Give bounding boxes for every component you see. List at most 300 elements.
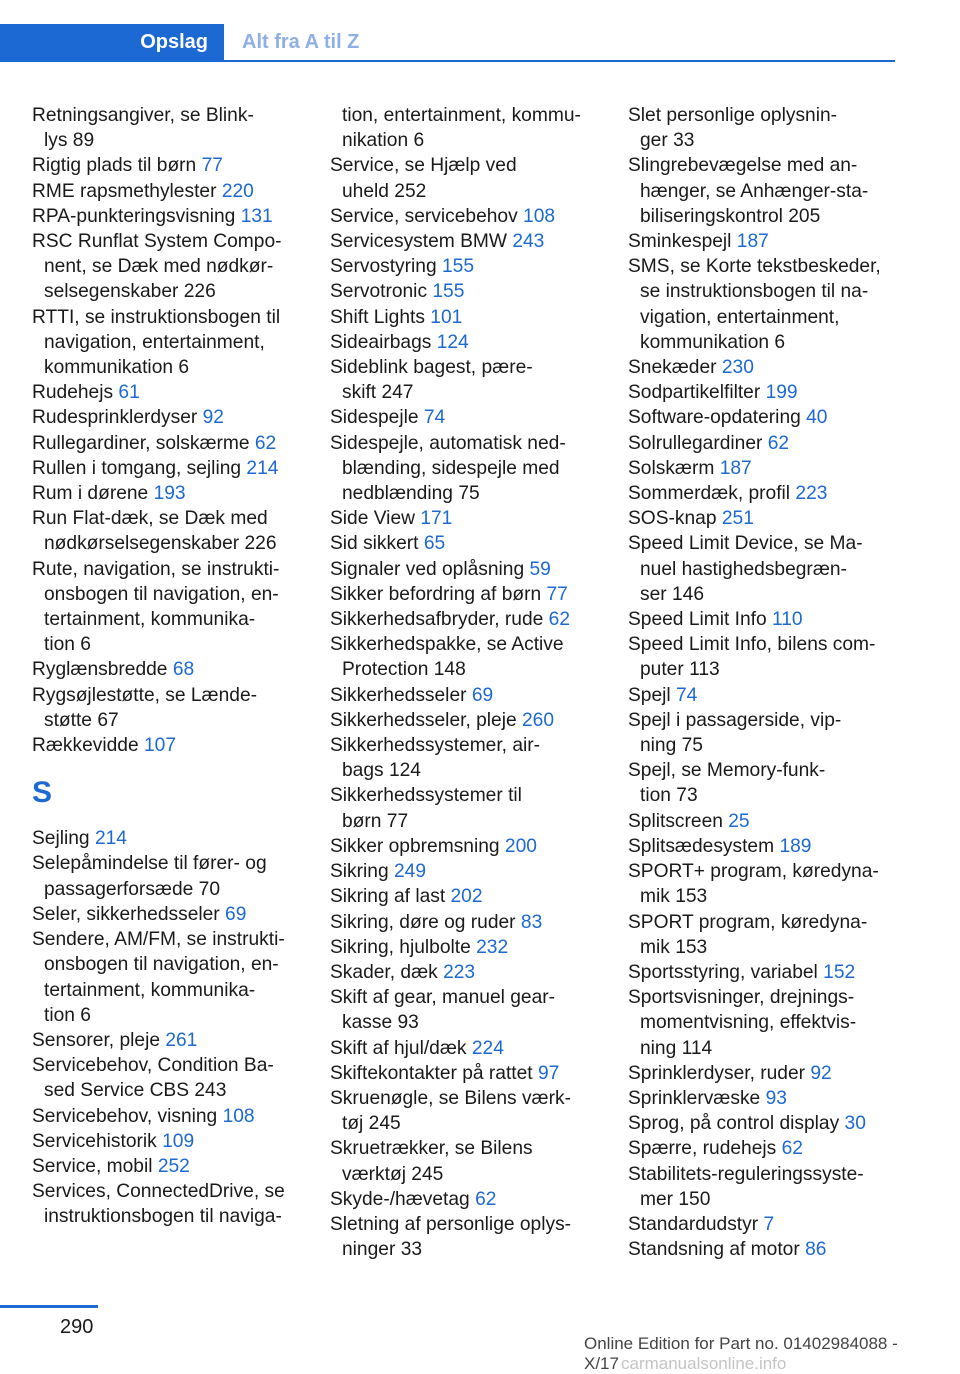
entry-text: puter [640,659,684,681]
index-entry-continuation [628,733,913,758]
page-link[interactable]: 93 [397,1012,419,1034]
page-link[interactable]: 251 [721,508,754,530]
page-link[interactable]: 261 [165,1029,198,1051]
index-entry [628,859,913,884]
entry-text: Spejl, se Memory-funk- [628,760,826,782]
entry-text: Shift Lights [330,306,425,328]
index-entry-continuation [330,809,615,834]
page-link[interactable]: 25 [728,810,750,832]
entry-text: Selepåmindelse til fører- og [32,853,267,875]
entry-text: Spærre, rudehejs [628,1138,777,1160]
entry-text: Sommerdæk, profil [628,483,791,505]
index-entry [628,607,913,632]
entry-text: Services, ConnectedDrive, se [32,1181,285,1203]
entry-text: Sikring, døre og ruder [330,911,516,933]
entry-text: Sid sikkert [330,533,419,555]
index-entry [628,531,913,556]
index-entry [628,380,913,405]
entry-text: tertainment, kommunika- [44,609,256,631]
page-link[interactable]: 69 [471,684,494,706]
entry-text: momentvisning, effektvis- [640,1012,857,1034]
entry-text: Stabilitets-reguleringssyste- [628,1163,864,1185]
index-entry [628,229,913,254]
entry-text: Sikkerhedssystemer til [330,785,522,807]
entry-text: Standsning af motor [628,1239,800,1261]
index-entry-continuation [628,1010,913,1035]
page-link[interactable]: 59 [529,558,551,580]
page-link[interactable]: 101 [430,306,463,328]
entry-text: Snekæder [628,357,717,379]
index-entry [330,607,615,632]
entry-text: Software-opdatering [628,407,801,429]
entry-text: Signaler ved oplåsning [330,558,525,580]
page-link[interactable]: 33 [400,1239,423,1261]
page-link[interactable]: 7 [763,1213,775,1235]
index-entry [32,305,312,330]
index-entry-continuation [330,1010,615,1035]
page-link[interactable]: 62 [475,1188,497,1210]
entry-text: Skift af hjul/dæk [330,1037,467,1059]
entry-text: Run Flat-dæk, se Dæk med [32,508,268,530]
index-entry [330,708,615,733]
index-entry [628,683,913,708]
page-link[interactable]: 67 [97,709,119,731]
index-entry [32,1129,312,1154]
page-link[interactable]: 155 [441,256,474,278]
entry-text: Service, servicebehov [330,205,518,227]
index-entry [628,431,913,456]
page-link[interactable]: 113 [689,659,720,681]
entry-text: nødkørselsegenskaber [44,533,240,555]
entry-text: Sendere, AM/FM, se instrukti- [32,929,285,951]
index-entry [628,506,913,531]
index-entry-continuation [330,758,615,783]
index-entry [628,481,913,506]
index-entry [330,431,615,456]
index-entry [628,405,913,430]
entry-text: Sikkerhedssystemer, air- [330,735,541,757]
page-link[interactable]: 202 [450,886,483,908]
index-entry-continuation [330,1237,615,1262]
index-entry [330,279,615,304]
page-link[interactable]: 193 [153,483,186,505]
entry-text: Spejl i passagerside, vip- [628,709,842,731]
page-link[interactable]: 224 [471,1037,504,1059]
page-link[interactable]: 153 [675,936,708,958]
entry-text: nent, se Dæk med nødkør- [44,256,274,278]
page-link[interactable]: 61 [118,382,140,404]
entry-text: RTTI, se instruktionsbogen til [32,306,281,328]
index-entry [32,204,312,229]
index-entry [32,506,312,531]
index-entry [32,103,312,128]
entry-text: Servicebehov, visning [32,1105,218,1127]
page-link[interactable]: 62 [767,432,790,454]
index-entry [330,910,615,935]
page-link[interactable]: 69 [225,903,247,925]
page-link[interactable]: 230 [721,357,754,379]
entry-text: Sportsstyring, variabel [628,961,818,983]
page-link[interactable]: 86 [805,1239,827,1261]
index-entry [32,733,312,758]
index-entry [32,1179,312,1204]
entry-text: tøj [342,1113,364,1135]
index-entry [330,557,615,582]
entry-text: RME rapsmethylester [32,180,217,202]
entry-text: tion, entertainment, kommu- [342,105,581,126]
index-entry [628,254,913,279]
page-link[interactable]: 108 [222,1105,255,1127]
page-link[interactable]: 73 [676,785,698,807]
page-link[interactable]: 245 [411,1163,444,1185]
index-entry-continuation [628,128,913,153]
entry-text: Sikring af last [330,886,446,908]
page-link[interactable]: 252 [394,180,427,202]
index-entry-continuation [628,330,913,355]
page-link[interactable]: 70 [198,878,221,900]
page-link[interactable]: 153 [675,886,708,908]
index-entry-continuation [32,330,312,355]
entry-text: tion [44,634,75,656]
page-link[interactable]: 92 [810,1062,832,1084]
page-link[interactable]: 131 [240,205,273,227]
page-link[interactable]: 152 [823,961,856,983]
index-entry-continuation [32,952,312,977]
page-link[interactable]: 199 [765,382,798,404]
index-entry-continuation [32,582,312,607]
entry-text: Rigtig plads til børn [32,155,197,177]
page-link[interactable]: 77 [546,583,568,605]
index-entry [330,355,615,380]
page-link[interactable]: 6 [80,634,91,656]
page-link[interactable]: 33 [673,130,695,152]
entry-text: Slet personlige oplysnin- [628,105,838,126]
index-entry [628,153,913,178]
entry-text: SPORT+ program, køredyna- [628,861,879,883]
page-link[interactable]: 83 [520,911,543,933]
entry-text: Sminkespejl [628,231,732,253]
index-entry [330,632,615,657]
index-entry [330,582,615,607]
entry-text: hænger, se Anhænger-sta- [640,180,869,202]
page-link[interactable]: 62 [548,609,570,631]
entry-text: Seler, sikkerhedsseler [32,903,220,925]
index-entry [628,1086,913,1111]
index-entry [32,902,312,927]
index-entry [628,758,913,783]
page-link[interactable]: 74 [676,684,698,706]
page-link[interactable]: 74 [423,407,446,429]
index-entry [330,305,615,330]
page-link[interactable]: 92 [202,407,224,429]
entry-text: nikation [342,130,409,152]
index-entry-continuation [628,1036,913,1061]
index-entry [32,851,312,876]
entry-text: værktøj [342,1163,406,1185]
page-link[interactable]: 89 [72,130,95,152]
page-link[interactable]: 220 [221,180,254,202]
index-entry [628,910,913,935]
index-entry [628,632,913,657]
entry-text: tertainment, kommunika- [44,979,256,1001]
index-entry [330,330,615,355]
index-entry [628,708,913,733]
entry-text: Servotronic [330,281,428,303]
entry-text: Skiftekontakter på rattet [330,1062,533,1084]
index-entry [330,1212,615,1237]
page-link[interactable]: 6 [413,130,425,152]
entry-text: Service, se Hjælp ved [330,155,517,177]
index-entry-continuation [32,708,312,733]
page-link[interactable]: 187 [736,231,769,253]
index-entry-continuation [330,179,615,204]
entry-text: skift [342,382,377,404]
index-entry [330,229,615,254]
page-link[interactable]: 146 [672,583,705,605]
page-link[interactable]: 171 [420,508,453,530]
entry-text: SOS-knap [628,508,717,530]
entry-text: Spejl [628,684,671,706]
tab-opslag[interactable] [0,24,224,60]
header-divider [0,60,895,62]
index-entry [330,204,615,229]
index-entry [330,733,615,758]
entry-text: Sikkerhedsseler, pleje [330,709,517,731]
page-link[interactable]: 75 [681,735,703,757]
index-entry [32,927,312,952]
index-entry-continuation [628,204,913,229]
entry-text: Sprog, på control display [628,1113,840,1135]
page-link[interactable]: 249 [394,861,427,883]
page-link[interactable]: 65 [423,533,446,555]
header-bar [0,24,895,62]
page-link[interactable]: 223 [795,483,828,505]
index-entry-continuation [330,380,615,405]
entry-text: Sikkerhedspakke, se Active [330,634,564,656]
index-entry [628,960,913,985]
index-entry-continuation [330,1162,615,1187]
entry-text: instruktionsbogen til naviga- [44,1206,282,1228]
entry-text: mik [640,886,670,908]
entry-text: selsegenskaber [44,281,179,303]
page-link[interactable]: 260 [522,709,555,731]
index-entry [628,1061,913,1086]
entry-text: Sikring [330,861,389,883]
index-entry-continuation [628,582,913,607]
entry-text: Splitscreen [628,810,723,832]
entry-text: Rullen i tomgang, sejling [32,457,242,479]
entry-text: Rudesprinklerdyser [32,407,198,429]
page-link[interactable]: 187 [719,457,752,479]
page-link[interactable]: 110 [772,609,803,631]
index-entry [32,431,312,456]
entry-text: kommunikation [44,357,174,379]
page-link[interactable]: 97 [537,1062,560,1084]
index-entry [628,809,913,834]
page-link[interactable]: 243 [194,1080,227,1102]
index-entry [32,380,312,405]
entry-text: Servicesystem BMW [330,231,507,253]
index-entry [628,103,913,128]
entry-text: navigation, entertainment, [44,331,265,353]
page-link[interactable]: 214 [94,828,127,850]
index-entry [628,456,913,481]
entry-text: Speed Limit Device, se Ma- [628,533,863,555]
index-entry [628,1162,913,1187]
page-link[interactable]: 150 [678,1188,711,1210]
watermark: carmanualsonline.info [620,1354,787,1373]
entry-text: ser [640,583,667,605]
entry-text: Rute, navigation, se instrukti- [32,558,280,580]
entry-text: ning [640,1037,677,1059]
edition-label: Online Edition for Part no. 01402984088 - X/17 [584,1334,898,1373]
entry-text: Sejling [32,828,90,850]
index-entry-continuation [330,481,615,506]
page-link[interactable]: 226 [183,281,216,303]
entry-text: Rygsøjlestøtte, se Lænde- [32,684,258,706]
page-link[interactable]: 148 [433,659,466,681]
index-entry [628,1237,913,1262]
entry-text: Sprinklervæske [628,1087,761,1109]
entry-text: Protection [342,659,429,681]
index-entry [32,1104,312,1129]
index-entry-continuation [330,103,615,128]
page-link[interactable]: 77 [386,810,409,832]
index-entry-continuation [330,1111,615,1136]
entry-text: børn [342,810,382,832]
entry-text: blænding, sidespejle med [342,457,560,479]
index-entry-continuation [32,978,312,1003]
entry-text: Skader, dæk [330,961,438,983]
entry-text: tion [640,785,671,807]
page-link[interactable]: 62 [781,1138,803,1160]
page-link[interactable]: 200 [504,835,537,857]
page-link[interactable]: 93 [765,1087,787,1109]
index-entry [32,481,312,506]
entry-text: Sikker opbremsning [330,835,500,857]
entry-text: Service, mobil [32,1155,153,1177]
entry-text: uheld [342,180,389,202]
entry-text: onsbogen til navigation, en- [44,583,279,605]
index-entry [330,254,615,279]
page-link[interactable]: 68 [172,659,195,681]
entry-text: ger [640,130,668,152]
index-entry [32,1154,312,1179]
entry-text: Speed Limit Info, bilens com- [628,634,876,656]
page-link[interactable]: 232 [476,936,509,958]
entry-text: kommunikation [640,331,770,353]
page-link[interactable]: 40 [806,407,828,429]
page-link[interactable]: 124 [388,760,421,782]
entry-text: vigation, entertainment, [640,306,840,328]
entry-text: ninger [342,1239,396,1261]
index-entry [628,1111,913,1136]
page-link[interactable]: 124 [436,331,469,353]
index-entry [628,1136,913,1161]
index-entry-continuation [628,783,913,808]
page-link[interactable]: 114 [681,1037,713,1059]
page-link[interactable]: 155 [432,281,465,303]
page-link[interactable]: 108 [523,205,556,227]
page-number: 290 [60,1316,94,1338]
index-entry-continuation [32,531,312,556]
index-entry [330,1086,615,1111]
entry-text: Servostyring [330,256,437,278]
index-entry [628,1212,913,1237]
entry-text: kasse [342,1012,393,1034]
page-link[interactable]: 109 [162,1130,195,1152]
index-entry-continuation [628,557,913,582]
index-entry-continuation [628,1187,913,1212]
entry-text: mer [640,1188,674,1210]
page-link[interactable]: 226 [244,533,277,555]
index-entry [330,884,615,909]
page-link[interactable]: 107 [144,735,177,757]
entry-text: passagerforsæde [44,878,194,900]
entry-text: Skruetrækker, se Bilens [330,1138,533,1160]
page-link[interactable]: 247 [381,382,414,404]
entry-text: lys [44,130,68,152]
entry-text: Speed Limit Info [628,609,767,631]
entry-text: SMS, se Korte tekstbeskeder, [628,256,881,278]
page-link[interactable]: 214 [246,457,279,479]
page-link[interactable]: 252 [157,1155,190,1177]
entry-text: Retningsangiver, se Blink- [32,105,254,126]
index-entry [330,783,615,808]
index-entry [330,1136,615,1161]
entry-text: Standardudstyr [628,1213,759,1235]
entry-text: biliseringskontrol [640,205,783,227]
entry-text: Rum i dørene [32,483,149,505]
entry-text: Sportsvisninger, drejnings- [628,987,855,1009]
index-entry [32,456,312,481]
index-entry-continuation [330,456,615,481]
page-link[interactable]: 6 [178,357,190,379]
entry-text: Sideairbags [330,331,432,353]
entry-text: mik [640,936,670,958]
index-entry-continuation [628,279,913,304]
index-entry [32,557,312,582]
page-link[interactable]: 223 [443,961,476,983]
index-entry-continuation [32,279,312,304]
page-link[interactable]: 30 [844,1113,866,1135]
entry-text: Sidespejle, automatisk ned- [330,432,566,454]
index-entry-continuation [32,355,312,380]
entry-text: Sikker befordring af børn [330,583,542,605]
page-link[interactable]: 243 [512,231,545,253]
tab-opslag-label: Opslag [140,30,208,53]
page-link[interactable]: 77 [201,155,223,177]
entry-text: Skyde-/hævetag [330,1188,470,1210]
index-entry-continuation [32,607,312,632]
page-link[interactable]: 6 [774,331,786,353]
index-entry-continuation [32,877,312,902]
page-link[interactable]: 62 [254,432,277,454]
page-link[interactable]: 245 [368,1113,401,1135]
entry-text: Slingrebevægelse med an- [628,155,858,177]
entry-text: Skift af gear, manuel gear- [330,987,556,1009]
entry-text: RPA-punkteringsvisning [32,205,236,227]
page-link[interactable]: 6 [80,1004,91,1026]
index-entry-continuation [628,179,913,204]
page-link[interactable]: 205 [788,205,821,227]
entry-text: Servicebehov, Condition Ba- [32,1055,274,1077]
page-link[interactable]: 75 [458,483,480,505]
index-entry-continuation [628,884,913,909]
entry-text: Rullegardiner, solskærme [32,432,250,454]
tab-alt-fra-a-til-z[interactable] [224,24,359,60]
page-link[interactable]: 189 [779,835,812,857]
